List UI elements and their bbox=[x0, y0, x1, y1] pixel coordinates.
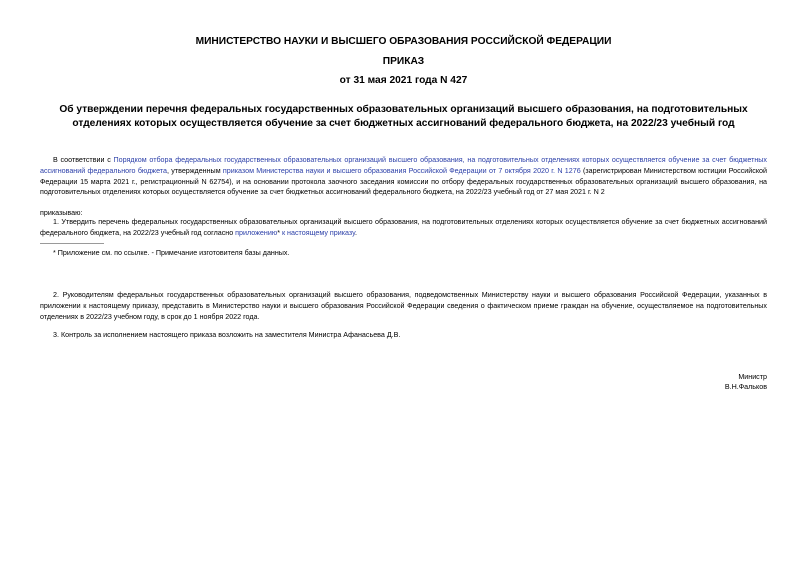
document-type-heading: ПРИКАЗ bbox=[382, 56, 425, 67]
ordered-label: приказываю: bbox=[40, 209, 83, 217]
footnote: * Приложение см. по ссылке. - Примечание изготовителя базы данных. bbox=[53, 249, 290, 257]
document-title: Об утверждении перечня федеральных государственных образовательных организаций высшего образования, на подготовительных отделениях которых осуществляется обучение за счет бюджетных ассигнований федерального бюджета, на 2022/23 учебный год bbox=[59, 104, 748, 129]
this-order-link[interactable]: к настоящему приказу bbox=[281, 228, 355, 237]
signature-position: Министр bbox=[738, 373, 767, 381]
item-1-text-2: * bbox=[277, 228, 282, 237]
date-number-heading: от 31 мая 2021 года N 427 bbox=[339, 75, 468, 86]
preamble-text-3: (зарегистрирован Министерством юстиции Российской Федерации 15 марта 2021 г., регистрационный N 62754), и на основании протокола заочного заседания комиссии по отбору федеральных государственных образовательных организаций высшего образования, на подготовительных отделениях которых осуществляется обучение за счет бюджетных ассигнований федерального бюджета, на 2022/23 учебный год от 27 мая 2021 г. N 2 bbox=[40, 166, 767, 197]
ministry-heading: МИНИСТЕРСТВО НАУКИ И ВЫСШЕГО ОБРАЗОВАНИЯ РОССИЙСКОЙ ФЕДЕРАЦИИ bbox=[195, 36, 612, 47]
preamble-paragraph bbox=[40, 155, 767, 198]
preamble-text-2: , утвержденным bbox=[166, 166, 223, 175]
signature-name: В.Н.Фальков bbox=[724, 383, 767, 391]
preamble-text-1: В соответствии с bbox=[53, 156, 114, 164]
item-3-paragraph: 3. Контроль за исполнением настоящего приказа возложить на заместителя Министра Афанасьева Д.В. bbox=[53, 331, 401, 339]
item-2-paragraph: 2. Руководителям федеральных государственных образовательных организаций высшего образования, подведомственных Министерству науки и высшего образования Российской Федерации, указанных в приложении к настоящему приказу, представить в Министерство науки и высшего образования Российской Федерации сведения о фактическом приеме граждан на обучение, осуществляемое на подготовительных отделениях в 2022/23 учебном году, в срок до 1 ноября 2022 года. bbox=[40, 291, 767, 321]
appendix-link[interactable]: приложению bbox=[235, 228, 278, 237]
order-1276-link[interactable]: приказом Министерства науки и высшего образования Российской Федерации от 7 октября 2020 г. N 1276 bbox=[222, 166, 581, 175]
item-1-text-3: . bbox=[354, 228, 357, 237]
item-1-text-1: 1. Утвердить перечень федеральных государственных образовательных организаций высшего образования, на подготовительных отделениях которых осуществляется обучение за счет бюджетных ассигнований федерального бюджета, на 2022/23 учебный год согласно bbox=[40, 218, 767, 237]
item-1-paragraph bbox=[40, 217, 767, 239]
procedure-link[interactable]: Порядком отбора федеральных государственных образовательных организаций высшего образования, на подготовительных отделениях которых осуществляется обучение за счет бюджетных ассигнований федерального бюджета bbox=[40, 156, 768, 175]
footnote-separator bbox=[40, 243, 104, 244]
